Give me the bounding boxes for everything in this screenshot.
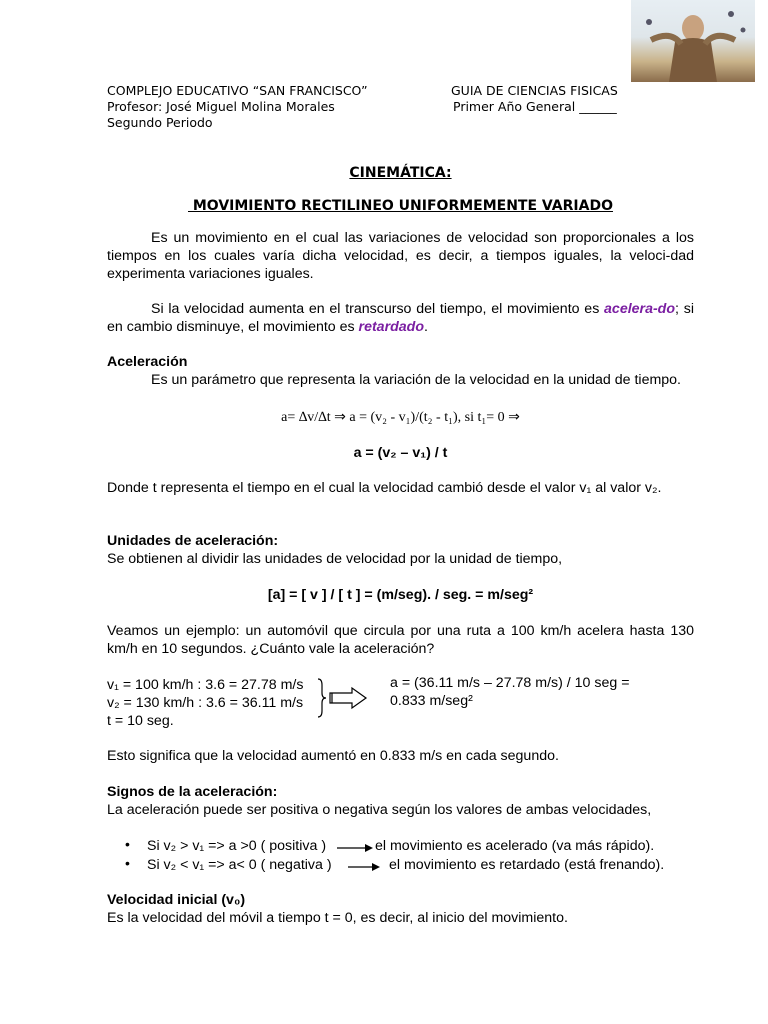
bullet-1-result: el movimiento es acelerado (va más rápido). — [375, 838, 655, 854]
formula-derivation: a= ∆v/∆t ⇒ a = (v₂ - v₁)/(t₂ - t₁), si t₁= 0 ⇒ — [281, 410, 520, 425]
v1-line: v₁ = 100 km/h : 3.6 = 27.78 m/s — [107, 677, 304, 693]
header-right — [451, 83, 618, 115]
guide-title: GUIA DE CIENCIAS FISICAS — [451, 83, 618, 98]
acelerado-term: acelera-do — [604, 301, 676, 317]
arrow-right-icon — [348, 859, 380, 877]
retardado-term: retardado — [358, 319, 424, 335]
grade: Primer Año General ______ — [453, 99, 617, 114]
intro-p2-text-c: . — [423, 319, 428, 335]
bullet-2-condition: Si v₂ < v₁ => a< 0 ( negativa ) — [147, 857, 332, 873]
signos-heading: Signos de la aceleración: — [107, 784, 278, 800]
donde-text: Donde t representa el tiempo en el cual la velocidad cambió desde el valor v₁ al valor v₂. — [107, 480, 662, 496]
bullet-icon: • — [125, 855, 130, 871]
intro-p2-text-b: ; si en cambio disminuye, el movimiento es — [107, 301, 694, 335]
significa-text: Esto significa que la velocidad aumentó en 0.833 m/s en cada segundo. — [107, 748, 559, 764]
unidades-text: Se obtienen al dividir las unidades de velocidad por la unidad de tiempo, — [107, 551, 563, 567]
bullet-2-result: el movimiento es retardado (está frenando). — [389, 857, 665, 873]
t-line: t = 10 seg. — [107, 713, 174, 729]
unidades-heading: Unidades de aceleración: — [107, 533, 279, 549]
intro-paragraph-1: Es un movimiento en el cual las variaciones de velocidad son proporcionales a los tiempos en los cuales varía dicha velocidad, es decir, a tiempos iguales, la veloci-dad experimenta variaciones iguales. — [107, 230, 694, 282]
header-left — [107, 83, 368, 131]
main-title: CINEMÁTICA: — [349, 165, 452, 181]
aceleracion-text: Es un parámetro que representa la variación de la velocidad en la unidad de tiempo. — [151, 372, 682, 388]
intro-paragraph-2 — [107, 300, 694, 336]
ejemplo-result — [390, 674, 629, 710]
vinicial-text: Es la velocidad del móvil a tiempo t = 0, es decir, al inicio del movimiento. — [107, 910, 568, 926]
bullet-1-condition: Si v₂ > v₁ => a >0 ( positiva ) — [147, 838, 327, 854]
vinicial-heading: Velocidad inicial (v₀) — [107, 892, 246, 908]
result-line-1: a = (36.11 m/s – 27.78 m/s) / 10 seg = — [390, 675, 630, 691]
school-name: COMPLEJO EDUCATIVO “SAN FRANCISCO” — [107, 83, 368, 98]
intro-p2-text-a: Si la velocidad aumenta en el transcurso del tiempo, el movimiento es — [151, 301, 605, 317]
ejemplo-text: Veamos un ejemplo: un automóvil que circula por una ruta a 100 km/h acelera hasta 130 km/h en 10 segundos. ¿Cuánto vale la aceleración? — [107, 623, 694, 657]
aceleracion-heading: Aceleración — [107, 354, 188, 370]
sub-title: MOVIMIENTO RECTILINEO UNIFORMEMENTE VARIADO — [188, 198, 613, 214]
v2-line: v₂ = 130 km/h : 3.6 = 36.11 m/s — [107, 695, 304, 711]
unidades-formula: [a] = [ v ] / [ t ] = (m/seg). / seg. = m/seg² — [267, 587, 534, 603]
bullet-icon: • — [125, 836, 130, 852]
period: Segundo Periodo — [107, 115, 213, 130]
arrow-right-icon — [337, 840, 373, 858]
ejemplo-data — [107, 676, 303, 730]
result-line-2: 0.833 m/seg² — [390, 693, 473, 709]
saint-francis-photo — [631, 0, 755, 82]
brace-arrow-icon — [316, 677, 370, 724]
teacher-name: Profesor: José Miguel Molina Morales — [107, 99, 335, 114]
formula-main: a = (v₂ – v₁) / t — [353, 445, 448, 461]
signos-text: La aceleración puede ser positiva o negativa según los valores de ambas velocidades, — [107, 802, 652, 818]
